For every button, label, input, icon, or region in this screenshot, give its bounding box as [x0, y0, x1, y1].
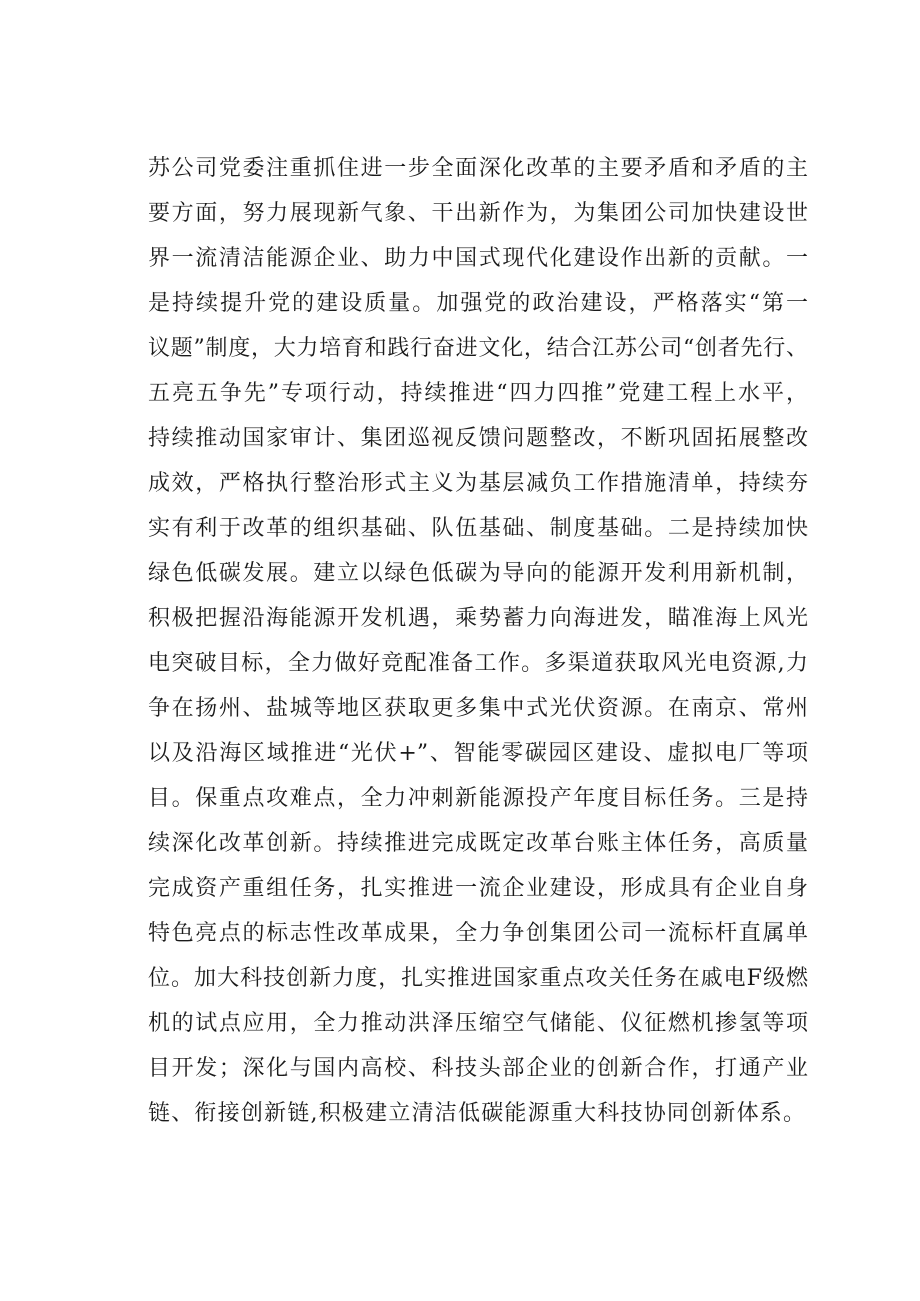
paragraph-line: 成效，严格执行整治形式主义为基层减负工作措施清单，持续夯 [148, 471, 808, 496]
paragraph-line: 位。加大科技创新力度，扎实推进国家重点攻关任务在戚电F级燃 [148, 966, 808, 991]
paragraph-line: 要方面，努力展现新气象、干出新作为，为集团公司加快建设世 [148, 201, 808, 226]
paragraph-line: 争在扬州、盐城等地区获取更多集中式光伏资源。在南京、常州 [148, 696, 808, 721]
paragraph-line: 实有利于改革的组织基础、队伍基础、制度基础。二是持续加快 [148, 516, 808, 541]
paragraph-line: 积极把握沿海能源开发机遇，乘势蓄力向海进发，瞄准海上风光 [148, 606, 808, 631]
paragraph-line: 目开发；深化与国内高校、科技头部企业的创新合作，打通产业 [148, 1056, 808, 1081]
paragraph-line: 持续推动国家审计、集团巡视反馈问题整改，不断巩固拓展整改 [148, 426, 808, 451]
body-paragraph [148, 146, 808, 1136]
paragraph-line: 目。保重点攻难点，全力冲刺新能源投产年度目标任务。三是持 [148, 786, 808, 811]
paragraph-line: 苏公司党委注重抓住进一步全面深化改革的主要矛盾和矛盾的主 [148, 156, 808, 181]
paragraph-line: 链、衔接创新链,积极建立清洁低碳能源重大科技协同创新体系。 [148, 1101, 805, 1126]
paragraph-line: 以及沿海区域推进“光伏+”、智能零碳园区建设、虚拟电厂等项 [148, 741, 808, 766]
paragraph-line: 电突破目标，全力做好竞配准备工作。多渠道获取风光电资源,力 [148, 651, 808, 676]
paragraph-line: 五亮五争先”专项行动，持续推进“四力四推”党建工程上水平， [148, 381, 808, 406]
paragraph-line: 机的试点应用，全力推动洪泽压缩空气储能、仪征燃机掺氢等项 [148, 1011, 808, 1036]
paragraph-line: 议题”制度，大力培育和践行奋进文化，结合江苏公司“创者先行、 [148, 336, 808, 361]
paragraph-line: 续深化改革创新。持续推进完成既定改革台账主体任务，高质量 [148, 831, 808, 856]
paragraph-line: 绿色低碳发展。建立以绿色低碳为导向的能源开发利用新机制， [148, 561, 808, 586]
paragraph-line: 界一流清洁能源企业、助力中国式现代化建设作出新的贡献。一 [148, 246, 808, 271]
paragraph-line: 完成资产重组任务，扎实推进一流企业建设，形成具有企业自身 [148, 876, 808, 901]
paragraph-line: 特色亮点的标志性改革成果，全力争创集团公司一流标杆直属单 [148, 921, 808, 946]
paragraph-line: 是持续提升党的建设质量。加强党的政治建设，严格落实“第一 [148, 291, 808, 316]
